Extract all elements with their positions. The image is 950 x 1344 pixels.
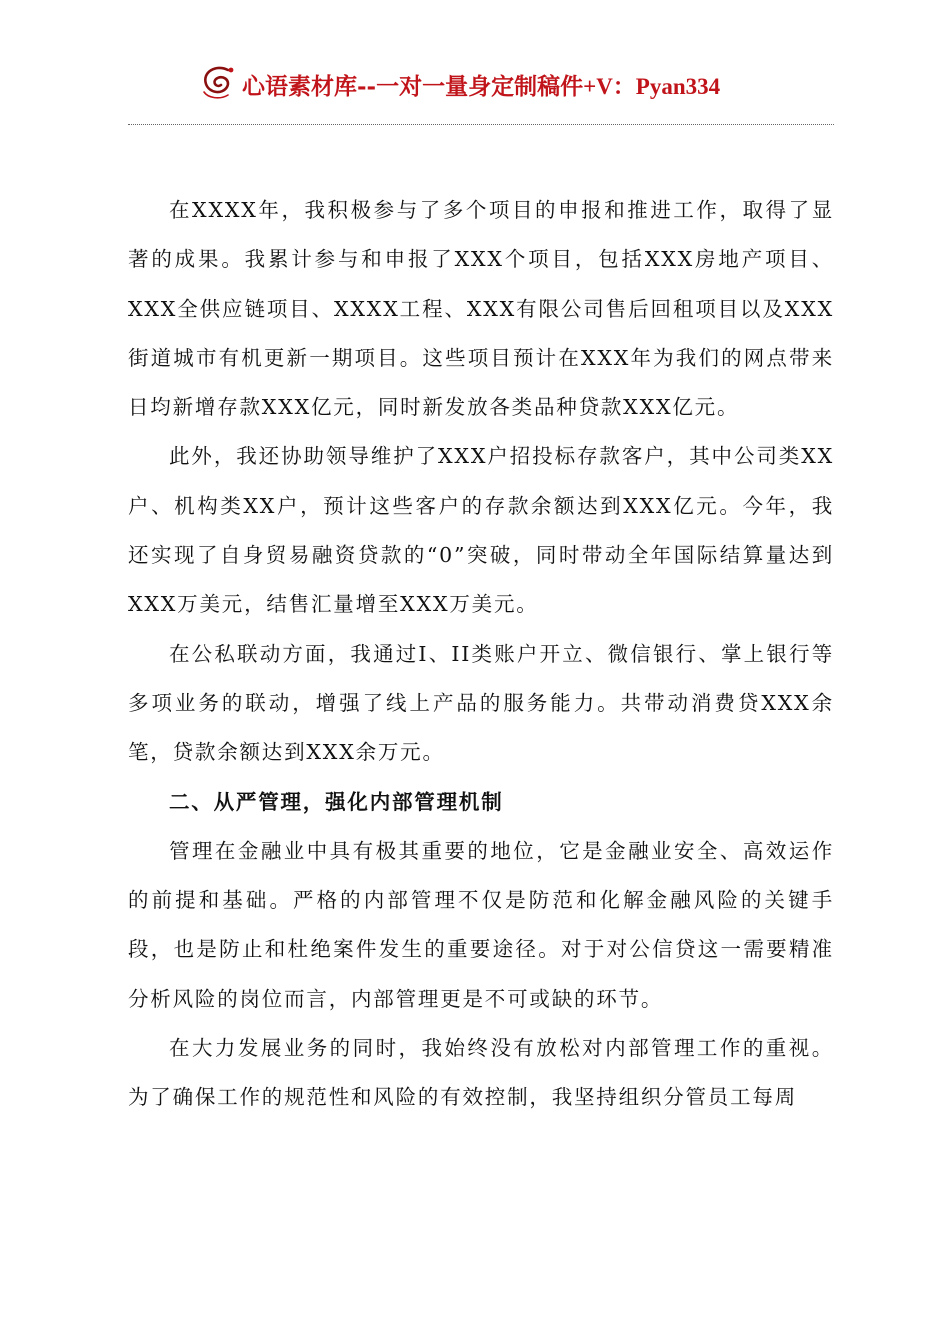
section-heading: 二、从严管理，强化内部管理机制 [169, 789, 504, 814]
brand-slogan: 一对一量身定制稿件 [376, 73, 584, 100]
brand-name: 心语素材库 [242, 73, 357, 100]
brand-separator: -- [357, 73, 377, 100]
body-paragraph: 在XXXX年，我积极参与了多个项目的申报和推进工作，取得了显著的成果。我累计参与和申报了XXX个项目，包括XXX房地产项目、XXX全供应链项目、XXXX工程、XXX有限公司售后回租项目以及XXX街道城市有机更新一期项目。这些项目预计在XXX年为我们的网点带来日均新增存款XXX亿元，同时新发放各类品种贷款XXX亿元。 [128, 198, 834, 420]
body-paragraph: 在公私联动方面，我通过I、II类账户开立、微信银行、掌上银行等多项业务的联动，增强了线上产品的服务能力。共带动消费贷XXX余笔，贷款余额达到XXX余万元。 [128, 641, 834, 765]
page-header [0, 58, 950, 108]
body-paragraph: 管理在金融业中具有极其重要的地位，它是金融业安全、高效运作的前提和基础。严格的内部管理不仅是防范和化解金融风险的关键手段，也是防止和杜绝案件发生的重要途径。对于对公信贷这一需要精准分析风险的岗位而言，内部管理更是不可或缺的环节。 [128, 838, 834, 1011]
document-body [128, 186, 834, 1123]
swirl-logo-icon [198, 62, 240, 102]
header-title [242, 68, 720, 101]
brand-contact: +V：Pyan334 [583, 74, 721, 99]
body-paragraph: 在大力发展业务的同时，我始终没有放松对内部管理工作的重视。为了确保工作的规范性和风险的有效控制，我坚持组织分管员工每周 [128, 1036, 834, 1110]
header-divider [128, 124, 834, 125]
body-paragraph: 此外，我还协助领导维护了XXX户招投标存款客户，其中公司类XX户、机构类XX户，预计这些客户的存款余额达到XXX亿元。今年，我还实现了自身贸易融资贷款的“0”突破，同时带动全年国际结算量达到XXX万美元，结售汇量增至XXX万美元。 [128, 444, 834, 617]
